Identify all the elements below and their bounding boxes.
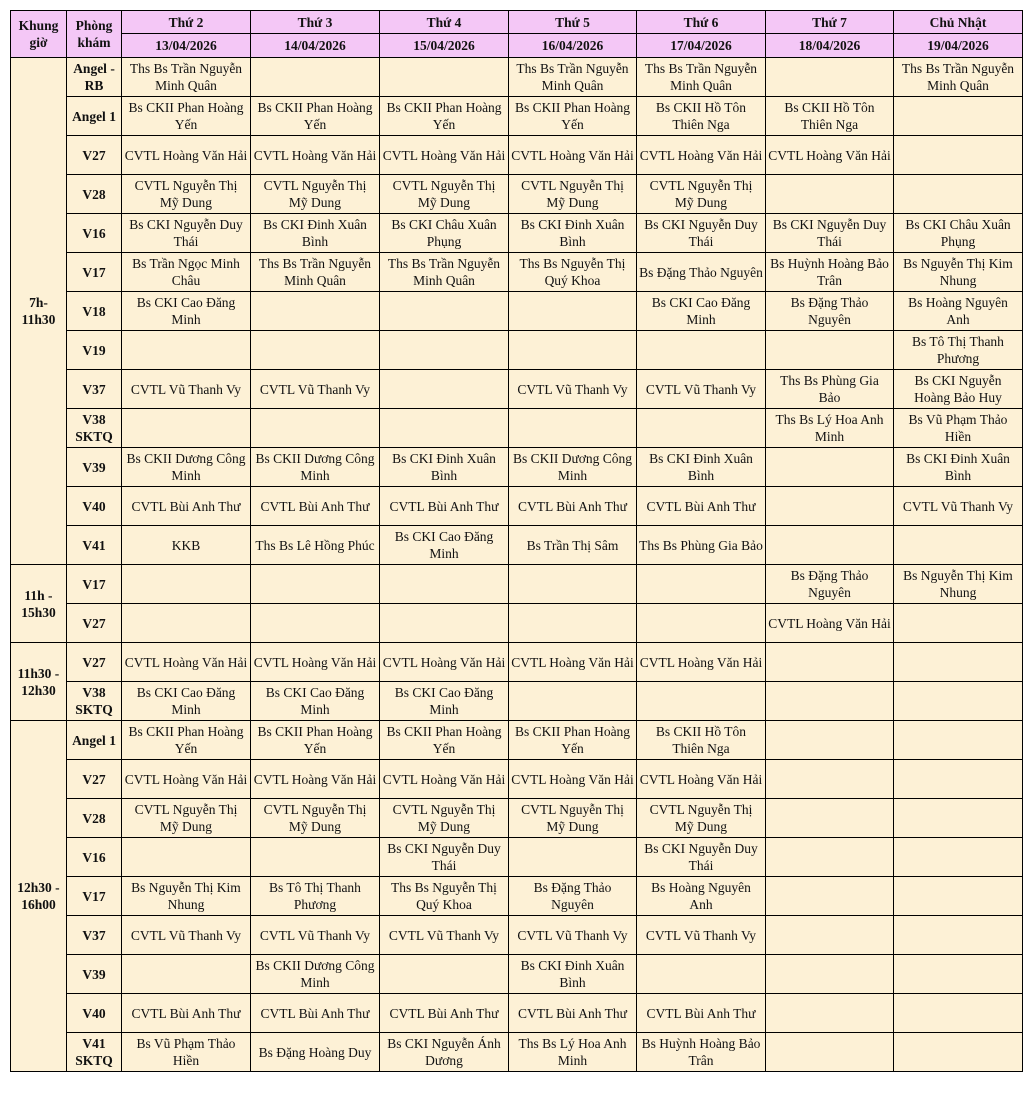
schedule-cell — [380, 331, 509, 370]
schedule-cell: CVTL Hoàng Văn Hải — [380, 760, 509, 799]
schedule-cell — [509, 331, 637, 370]
schedule-cell: Ths Bs Trần Nguyễn Minh Quân — [380, 253, 509, 292]
schedule-cell: Bs Nguyễn Thị Kim Nhung — [894, 565, 1023, 604]
room-cell: V38 SKTQ — [67, 409, 122, 448]
schedule-cell: Bs CKI Cao Đăng Minh — [122, 682, 251, 721]
schedule-cell: CVTL Hoàng Văn Hải — [251, 760, 380, 799]
schedule-cell — [637, 955, 766, 994]
schedule-cell: CVTL Hoàng Văn Hải — [637, 136, 766, 175]
schedule-cell: CVTL Vũ Thanh Vy — [509, 370, 637, 409]
schedule-cell: Bs CKI Nguyễn Duy Thái — [766, 214, 894, 253]
schedule-cell: CVTL Vũ Thanh Vy — [637, 916, 766, 955]
schedule-cell: Ths Bs Trần Nguyễn Minh Quân — [637, 58, 766, 97]
schedule-cell — [509, 604, 637, 643]
table-row — [11, 643, 1023, 682]
schedule-cell — [637, 682, 766, 721]
table-row — [11, 565, 1023, 604]
table-row — [11, 526, 1023, 565]
schedule-cell — [637, 604, 766, 643]
schedule-cell — [122, 409, 251, 448]
schedule-cell: CVTL Hoàng Văn Hải — [251, 643, 380, 682]
time-slot-cell: 11h - 15h30 — [11, 565, 67, 643]
schedule-cell: CVTL Vũ Thanh Vy — [380, 916, 509, 955]
schedule-cell — [251, 565, 380, 604]
schedule-cell: Bs Vũ Phạm Thảo Hiền — [894, 409, 1023, 448]
schedule-cell — [122, 838, 251, 877]
schedule-cell — [509, 838, 637, 877]
schedule-cell — [894, 838, 1023, 877]
schedule-cell: CVTL Nguyễn Thị Mỹ Dung — [122, 175, 251, 214]
schedule-cell: Bs CKII Hồ Tôn Thiên Nga — [637, 721, 766, 760]
table-row — [11, 799, 1023, 838]
schedule-cell: Bs CKII Phan Hoàng Yến — [251, 97, 380, 136]
day-header: Thứ 5 — [509, 11, 637, 34]
table-row — [11, 955, 1023, 994]
schedule-cell — [894, 604, 1023, 643]
schedule-cell — [894, 97, 1023, 136]
schedule-cell: Ths Bs Nguyễn Thị Quý Khoa — [509, 253, 637, 292]
schedule-cell — [894, 760, 1023, 799]
room-cell: V27 — [67, 136, 122, 175]
schedule-cell: CVTL Vũ Thanh Vy — [894, 487, 1023, 526]
schedule-cell — [380, 409, 509, 448]
schedule-cell: CVTL Bùi Anh Thư — [380, 994, 509, 1033]
schedule-cell — [894, 1033, 1023, 1072]
schedule-cell: CVTL Bùi Anh Thư — [251, 487, 380, 526]
schedule-cell: Bs Hoàng Nguyên Anh — [894, 292, 1023, 331]
date-header: 14/04/2026 — [251, 34, 380, 58]
schedule-cell — [380, 370, 509, 409]
schedule-cell: Bs CKII Hồ Tôn Thiên Nga — [637, 97, 766, 136]
schedule-cell: Bs CKI Cao Đăng Minh — [122, 292, 251, 331]
schedule-cell: Bs CKI Nguyễn Duy Thái — [637, 214, 766, 253]
room-cell: V27 — [67, 604, 122, 643]
schedule-cell: Ths Bs Trần Nguyễn Minh Quân — [509, 58, 637, 97]
schedule-cell: CVTL Nguyễn Thị Mỹ Dung — [509, 175, 637, 214]
schedule-cell: CVTL Vũ Thanh Vy — [637, 370, 766, 409]
schedule-cell: CVTL Hoàng Văn Hải — [380, 643, 509, 682]
table-row — [11, 448, 1023, 487]
schedule-cell: Bs Đặng Hoàng Duy — [251, 1033, 380, 1072]
schedule-cell: Ths Bs Nguyễn Thị Quý Khoa — [380, 877, 509, 916]
table-row — [11, 487, 1023, 526]
schedule-cell — [894, 136, 1023, 175]
schedule-cell: CVTL Nguyễn Thị Mỹ Dung — [380, 799, 509, 838]
schedule-cell — [380, 58, 509, 97]
schedule-cell — [766, 1033, 894, 1072]
schedule-cell — [122, 565, 251, 604]
schedule-cell: Bs CKII Dương Công Minh — [251, 955, 380, 994]
room-cell: V37 — [67, 370, 122, 409]
schedule-cell: CVTL Vũ Thanh Vy — [122, 370, 251, 409]
schedule-cell: Bs CKI Cao Đăng Minh — [637, 292, 766, 331]
table-row — [11, 292, 1023, 331]
schedule-cell: Ths Bs Phùng Gia Bảo — [637, 526, 766, 565]
schedule-cell: Bs CKI Châu Xuân Phụng — [894, 214, 1023, 253]
schedule-cell: CVTL Bùi Anh Thư — [637, 994, 766, 1033]
schedule-cell: CVTL Nguyễn Thị Mỹ Dung — [637, 799, 766, 838]
schedule-cell: CVTL Hoàng Văn Hải — [766, 136, 894, 175]
schedule-cell: CVTL Nguyễn Thị Mỹ Dung — [637, 175, 766, 214]
schedule-cell: CVTL Nguyễn Thị Mỹ Dung — [251, 799, 380, 838]
schedule-cell: Ths Bs Trần Nguyễn Minh Quân — [122, 58, 251, 97]
room-cell: V38 SKTQ — [67, 682, 122, 721]
schedule-cell — [637, 565, 766, 604]
schedule-cell: CVTL Vũ Thanh Vy — [509, 916, 637, 955]
table-row — [11, 721, 1023, 760]
day-header: Thứ 2 — [122, 11, 251, 34]
room-cell: V40 — [67, 994, 122, 1033]
header-room: Phòng khám — [67, 11, 122, 58]
schedule-cell — [894, 994, 1023, 1033]
table-row — [11, 331, 1023, 370]
schedule-cell — [637, 409, 766, 448]
schedule-cell — [122, 604, 251, 643]
schedule-cell: Bs Huỳnh Hoàng Bảo Trân — [637, 1033, 766, 1072]
schedule-cell: Bs CKI Cao Đăng Minh — [251, 682, 380, 721]
schedule-cell: Bs CKII Dương Công Minh — [509, 448, 637, 487]
schedule-cell — [766, 916, 894, 955]
time-slot-cell: 7h-11h30 — [11, 58, 67, 565]
schedule-cell: Bs CKI Nguyễn Duy Thái — [122, 214, 251, 253]
room-cell: V39 — [67, 955, 122, 994]
schedule-cell: CVTL Hoàng Văn Hải — [122, 136, 251, 175]
schedule-cell: CVTL Hoàng Văn Hải — [122, 643, 251, 682]
schedule-cell — [251, 409, 380, 448]
schedule-cell: CVTL Hoàng Văn Hải — [122, 760, 251, 799]
schedule-cell — [894, 721, 1023, 760]
schedule-cell — [251, 604, 380, 643]
table-body — [11, 58, 1023, 1072]
room-cell: Angel - RB — [67, 58, 122, 97]
table-row — [11, 175, 1023, 214]
schedule-cell: Bs CKII Hồ Tôn Thiên Nga — [766, 97, 894, 136]
schedule-cell: Ths Bs Trần Nguyễn Minh Quân — [251, 253, 380, 292]
schedule-cell: CVTL Nguyễn Thị Mỹ Dung — [122, 799, 251, 838]
day-header: Thứ 4 — [380, 11, 509, 34]
schedule-cell: Bs CKI Đinh Xuân Bình — [637, 448, 766, 487]
schedule-cell — [509, 682, 637, 721]
schedule-cell: CVTL Hoàng Văn Hải — [251, 136, 380, 175]
schedule-cell: Bs CKII Phan Hoàng Yến — [380, 97, 509, 136]
room-cell: V28 — [67, 799, 122, 838]
schedule-cell — [251, 838, 380, 877]
schedule-cell — [766, 487, 894, 526]
table-row — [11, 994, 1023, 1033]
schedule-cell — [766, 721, 894, 760]
room-cell: V16 — [67, 838, 122, 877]
schedule-cell — [766, 877, 894, 916]
schedule-cell — [894, 916, 1023, 955]
schedule-cell — [894, 799, 1023, 838]
day-header: Thứ 7 — [766, 11, 894, 34]
room-cell: Angel 1 — [67, 97, 122, 136]
schedule-cell: Bs Đặng Thảo Nguyên — [637, 253, 766, 292]
schedule-cell: CVTL Bùi Anh Thư — [122, 994, 251, 1033]
schedule-cell: Bs CKII Phan Hoàng Yến — [122, 721, 251, 760]
schedule-cell: CVTL Hoàng Văn Hải — [509, 136, 637, 175]
date-header: 18/04/2026 — [766, 34, 894, 58]
table-row — [11, 916, 1023, 955]
schedule-cell — [122, 955, 251, 994]
room-cell: V40 — [67, 487, 122, 526]
table-row — [11, 409, 1023, 448]
table-row — [11, 58, 1023, 97]
room-cell: V17 — [67, 565, 122, 604]
schedule-cell: Bs Đặng Thảo Nguyên — [766, 565, 894, 604]
schedule-cell: Bs CKII Phan Hoàng Yến — [509, 721, 637, 760]
schedule-cell — [894, 682, 1023, 721]
schedule-cell: CVTL Bùi Anh Thư — [122, 487, 251, 526]
schedule-cell: Bs CKI Đinh Xuân Bình — [509, 214, 637, 253]
schedule-cell — [894, 526, 1023, 565]
schedule-cell — [122, 331, 251, 370]
schedule-cell — [894, 877, 1023, 916]
schedule-cell: Bs CKII Dương Công Minh — [251, 448, 380, 487]
schedule-cell — [894, 643, 1023, 682]
table-row — [11, 877, 1023, 916]
schedule-cell: Bs Hoàng Nguyên Anh — [637, 877, 766, 916]
schedule-cell: CVTL Hoàng Văn Hải — [637, 760, 766, 799]
schedule-cell: Bs CKI Đinh Xuân Bình — [509, 955, 637, 994]
schedule-cell — [894, 175, 1023, 214]
schedule-cell: Bs Trần Thị Sâm — [509, 526, 637, 565]
schedule-cell — [766, 526, 894, 565]
schedule-cell: Bs CKII Phan Hoàng Yến — [380, 721, 509, 760]
schedule-cell — [509, 292, 637, 331]
room-cell: V16 — [67, 214, 122, 253]
schedule-cell: CVTL Bùi Anh Thư — [251, 994, 380, 1033]
schedule-cell: Ths Bs Trần Nguyễn Minh Quân — [894, 58, 1023, 97]
date-header: 13/04/2026 — [122, 34, 251, 58]
schedule-cell: Bs CKI Nguyễn Duy Thái — [637, 838, 766, 877]
schedule-cell: Bs Đặng Thảo Nguyên — [509, 877, 637, 916]
room-cell: V27 — [67, 760, 122, 799]
schedule-cell: Ths Bs Lý Hoa Anh Minh — [766, 409, 894, 448]
schedule-cell: Bs CKII Phan Hoàng Yến — [251, 721, 380, 760]
room-cell: V18 — [67, 292, 122, 331]
schedule-cell: CVTL Hoàng Văn Hải — [509, 643, 637, 682]
day-header: Thứ 3 — [251, 11, 380, 34]
schedule-cell — [766, 955, 894, 994]
table-row — [11, 682, 1023, 721]
schedule-cell — [766, 799, 894, 838]
schedule-cell: Bs CKI Nguyễn Duy Thái — [380, 838, 509, 877]
schedule-cell — [766, 760, 894, 799]
schedule-cell — [251, 292, 380, 331]
schedule-cell: Bs Nguyễn Thị Kim Nhung — [122, 877, 251, 916]
table-header — [11, 11, 1023, 58]
schedule-cell: Bs CKII Phan Hoàng Yến — [122, 97, 251, 136]
schedule-cell: Bs CKI Nguyễn Hoàng Bảo Huy — [894, 370, 1023, 409]
table-row — [11, 838, 1023, 877]
room-cell: V37 — [67, 916, 122, 955]
schedule-cell — [380, 565, 509, 604]
schedule-cell: Bs CKI Nguyễn Ánh Dương — [380, 1033, 509, 1072]
room-cell: V19 — [67, 331, 122, 370]
room-cell: V41 — [67, 526, 122, 565]
schedule-cell: CVTL Bùi Anh Thư — [637, 487, 766, 526]
schedule-cell: CVTL Hoàng Văn Hải — [637, 643, 766, 682]
schedule-cell: Bs CKI Châu Xuân Phụng — [380, 214, 509, 253]
schedule-cell: Bs Nguyễn Thị Kim Nhung — [894, 253, 1023, 292]
schedule-cell: Ths Bs Lý Hoa Anh Minh — [509, 1033, 637, 1072]
schedule-cell: Ths Bs Phùng Gia Bảo — [766, 370, 894, 409]
schedule-cell: CVTL Nguyễn Thị Mỹ Dung — [380, 175, 509, 214]
schedule-cell: Bs Tô Thị Thanh Phương — [894, 331, 1023, 370]
schedule-cell — [509, 409, 637, 448]
schedule-cell — [380, 955, 509, 994]
schedule-cell: Bs Trần Ngọc Minh Châu — [122, 253, 251, 292]
schedule-cell: Bs CKI Đinh Xuân Bình — [894, 448, 1023, 487]
schedule-cell: Bs CKI Cao Đăng Minh — [380, 682, 509, 721]
room-cell: V39 — [67, 448, 122, 487]
schedule-cell — [766, 838, 894, 877]
schedule-cell: CVTL Nguyễn Thị Mỹ Dung — [509, 799, 637, 838]
day-header: Thứ 6 — [637, 11, 766, 34]
table-row — [11, 370, 1023, 409]
room-cell: V28 — [67, 175, 122, 214]
schedule-cell: CVTL Bùi Anh Thư — [380, 487, 509, 526]
schedule-cell — [766, 175, 894, 214]
schedule-cell — [766, 682, 894, 721]
schedule-cell — [509, 565, 637, 604]
schedule-cell — [766, 994, 894, 1033]
schedule-cell: Bs CKI Đinh Xuân Bình — [251, 214, 380, 253]
header-slot: Khung giờ — [11, 11, 67, 58]
schedule-cell: Bs CKI Đinh Xuân Bình — [380, 448, 509, 487]
schedule-cell: Bs CKI Cao Đăng Minh — [380, 526, 509, 565]
schedule-cell — [251, 331, 380, 370]
schedule-cell: Bs Huỳnh Hoàng Bảo Trân — [766, 253, 894, 292]
schedule-cell: CVTL Vũ Thanh Vy — [122, 916, 251, 955]
schedule-table — [10, 10, 1023, 1072]
room-cell: Angel 1 — [67, 721, 122, 760]
schedule-cell: CVTL Vũ Thanh Vy — [251, 916, 380, 955]
date-header: 16/04/2026 — [509, 34, 637, 58]
schedule-cell: CVTL Hoàng Văn Hải — [380, 136, 509, 175]
room-cell: V17 — [67, 877, 122, 916]
schedule-cell — [251, 58, 380, 97]
time-slot-cell: 12h30 - 16h00 — [11, 721, 67, 1072]
table-row — [11, 760, 1023, 799]
schedule-cell: Ths Bs Lê Hồng Phúc — [251, 526, 380, 565]
schedule-cell: KKB — [122, 526, 251, 565]
table-row — [11, 253, 1023, 292]
schedule-cell: CVTL Nguyễn Thị Mỹ Dung — [251, 175, 380, 214]
schedule-cell — [380, 604, 509, 643]
schedule-cell: CVTL Vũ Thanh Vy — [251, 370, 380, 409]
schedule-cell — [766, 58, 894, 97]
day-header: Chủ Nhật — [894, 11, 1023, 34]
date-header: 19/04/2026 — [894, 34, 1023, 58]
room-cell: V41 SKTQ — [67, 1033, 122, 1072]
schedule-cell: Bs Tô Thị Thanh Phương — [251, 877, 380, 916]
schedule-cell — [766, 643, 894, 682]
schedule-cell: CVTL Hoàng Văn Hải — [766, 604, 894, 643]
schedule-cell: CVTL Bùi Anh Thư — [509, 994, 637, 1033]
table-row — [11, 214, 1023, 253]
schedule-cell: CVTL Bùi Anh Thư — [509, 487, 637, 526]
table-row — [11, 136, 1023, 175]
schedule-cell — [766, 448, 894, 487]
date-header: 17/04/2026 — [637, 34, 766, 58]
date-header: 15/04/2026 — [380, 34, 509, 58]
schedule-cell: Bs Đặng Thảo Nguyên — [766, 292, 894, 331]
table-row — [11, 1033, 1023, 1072]
room-cell: V27 — [67, 643, 122, 682]
table-row — [11, 604, 1023, 643]
schedule-cell: Bs CKII Phan Hoàng Yến — [509, 97, 637, 136]
schedule-cell — [894, 955, 1023, 994]
schedule-cell: CVTL Hoàng Văn Hải — [509, 760, 637, 799]
schedule-cell — [766, 331, 894, 370]
schedule-cell — [380, 292, 509, 331]
schedule-cell: Bs CKII Dương Công Minh — [122, 448, 251, 487]
room-cell: V17 — [67, 253, 122, 292]
table-row — [11, 97, 1023, 136]
schedule-cell: Bs Vũ Phạm Thảo Hiền — [122, 1033, 251, 1072]
schedule-cell — [637, 331, 766, 370]
time-slot-cell: 11h30 - 12h30 — [11, 643, 67, 721]
